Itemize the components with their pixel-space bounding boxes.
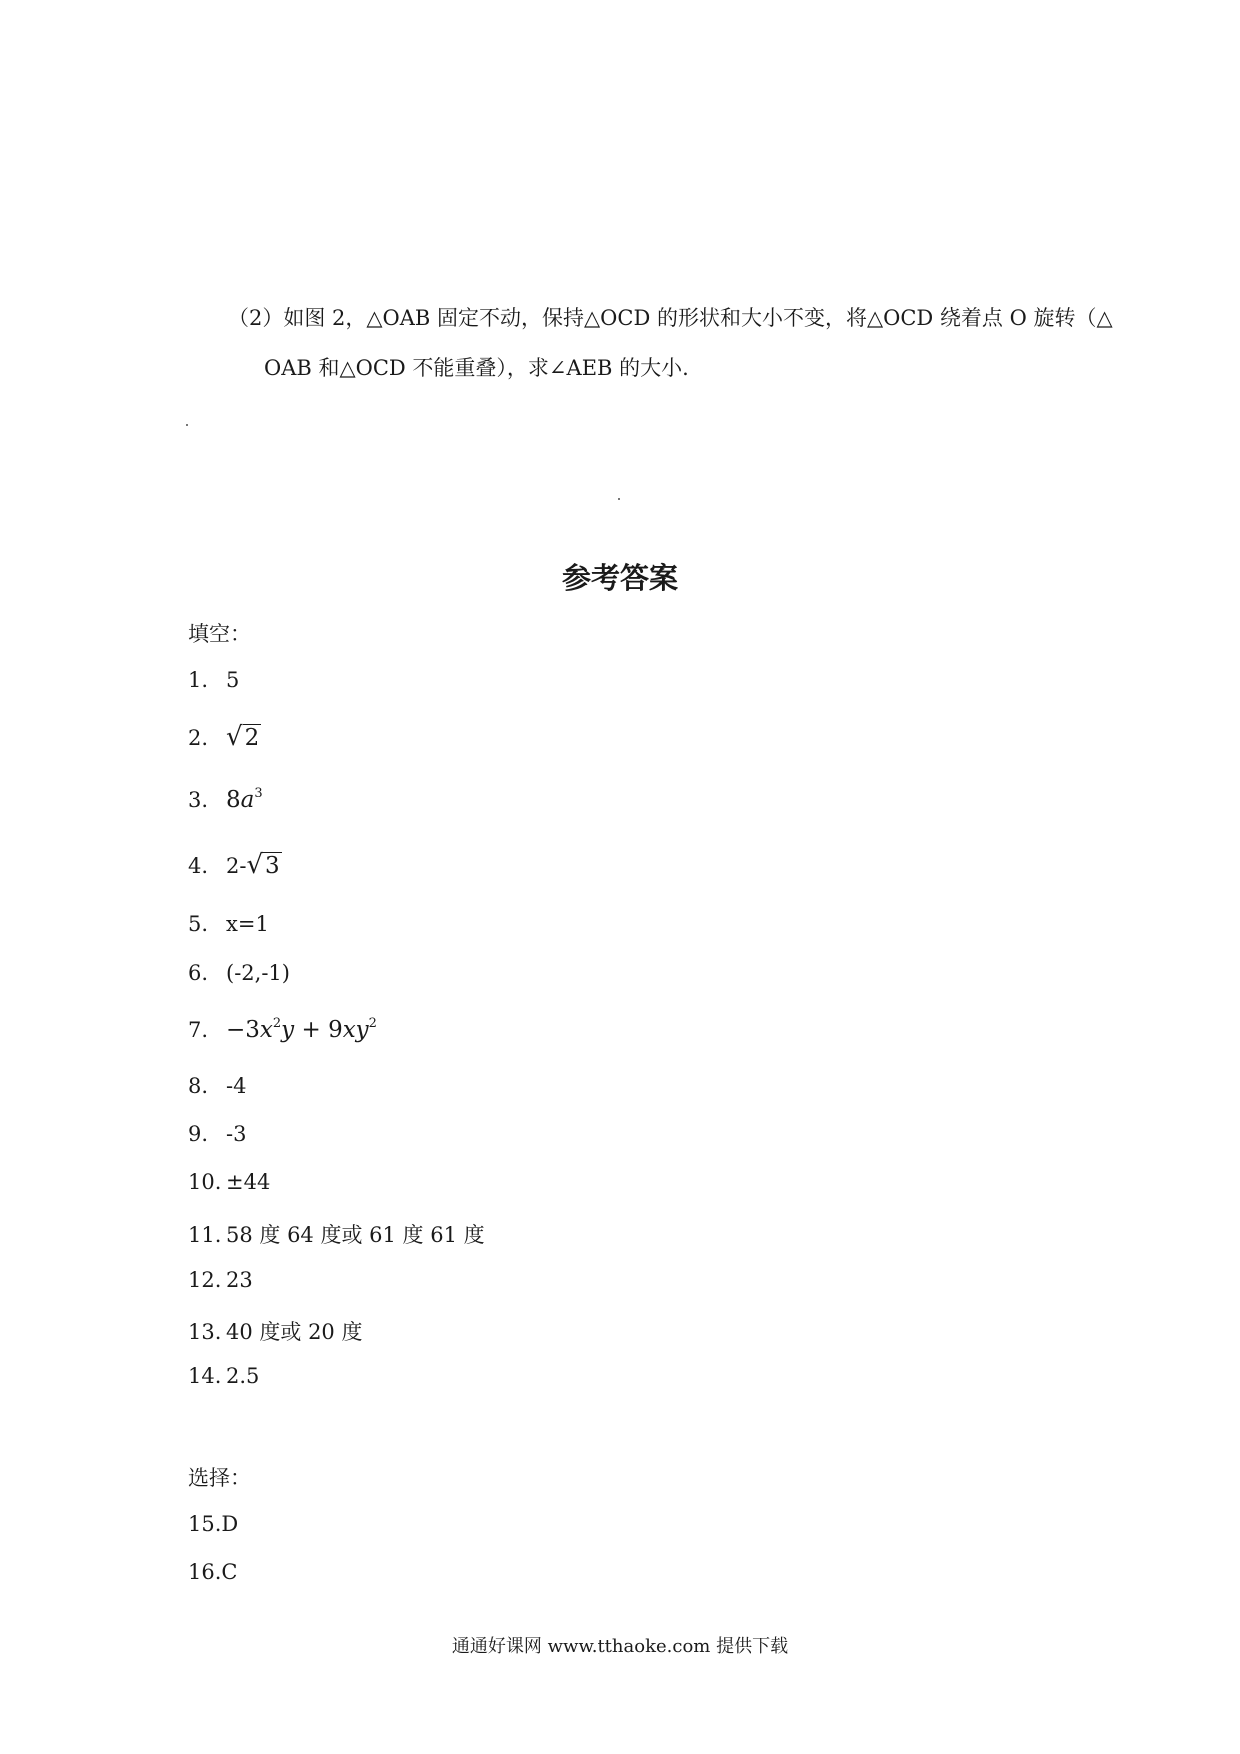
variable: a: [240, 787, 255, 813]
answer-item: [188, 961, 290, 985]
answer-text: 5: [226, 668, 240, 692]
problem-line-2: OAB 和△OCD 不能重叠），求∠AEB 的大小.: [264, 356, 689, 380]
answer-number: 12.: [188, 1268, 222, 1292]
exponent: 2: [272, 1016, 282, 1031]
answer-item: [188, 1170, 270, 1194]
fill-in-section-heading: 填空：: [188, 622, 251, 646]
answer-item: [188, 722, 261, 752]
sqrt-expression: [226, 722, 261, 752]
page-footer: 通通好课网 www.tthaoke.com 提供下载: [451, 1636, 789, 1657]
answer-item: [188, 1364, 259, 1388]
radical-sign: √: [226, 722, 243, 752]
answer-item: [188, 1316, 362, 1346]
answer-item: [188, 1512, 238, 1536]
scan-speck: [186, 424, 188, 426]
radicand: 3: [265, 853, 280, 879]
answer-item: [188, 786, 263, 813]
answer-number: 2.: [188, 726, 209, 750]
answer-item: [188, 1560, 237, 1584]
answer-item: [188, 1074, 246, 1098]
answer-item: [188, 668, 239, 692]
answer-text: 40 度或 20 度: [226, 1320, 363, 1344]
answer-number: 15.: [188, 1512, 222, 1536]
answer-item: [188, 850, 282, 880]
answer-number: 5.: [188, 912, 209, 936]
term: + 9: [294, 1017, 343, 1043]
answer-number: 7.: [188, 1018, 209, 1042]
answer-number: 1.: [188, 668, 209, 692]
exponent: 3: [254, 786, 263, 801]
answer-number: 9.: [188, 1122, 209, 1146]
answer-number: 16.: [188, 1560, 222, 1584]
answer-number: 4.: [188, 854, 209, 878]
variable: x: [259, 1017, 273, 1043]
answer-item: [188, 1219, 485, 1249]
answer-item: [188, 1016, 377, 1043]
answer-item: [188, 1268, 253, 1292]
term: −3: [226, 1017, 260, 1043]
answer-text: D: [221, 1512, 239, 1536]
answer-item: [188, 912, 269, 936]
answer-text: (-2,-1): [226, 961, 290, 985]
answer-text: 23: [226, 1268, 253, 1292]
exponent: 2: [368, 1016, 377, 1031]
scan-speck: [618, 498, 620, 500]
answer-number: 11.: [188, 1223, 222, 1247]
answer-number: 3.: [188, 788, 209, 812]
page-title: 参考答案: [561, 561, 678, 595]
radicand: 2: [244, 725, 260, 751]
answer-number: 13.: [188, 1320, 222, 1344]
answer-item: [188, 1122, 246, 1146]
math-expression: [226, 1017, 377, 1043]
variable: xy: [342, 1017, 369, 1043]
answer-text: -4: [226, 1074, 247, 1098]
answer-number: 8.: [188, 1074, 209, 1098]
choice-section-heading: 选择：: [188, 1466, 251, 1490]
answer-text: ±44: [226, 1170, 271, 1194]
answer-number: 10.: [188, 1170, 222, 1194]
answer-prefix: 2-: [226, 854, 247, 878]
sqrt-expression: [246, 850, 281, 880]
answer-text: 2.5: [226, 1364, 260, 1388]
problem-line-1: （2）如图 2，△OAB 固定不动，保持△OCD 的形状和大小不变，将△OCD 绕着点 O 旋转（△: [228, 306, 1113, 330]
answer-text: 58 度 64 度或 61 度 61 度: [226, 1223, 485, 1247]
answer-text: C: [221, 1560, 238, 1584]
answer-text: x=1: [226, 912, 269, 936]
math-expression: [226, 787, 263, 813]
coefficient: 8: [226, 787, 241, 813]
answer-number: 6.: [188, 961, 209, 985]
answer-number: 14.: [188, 1364, 222, 1388]
answer-text: -3: [226, 1122, 247, 1146]
variable: y: [281, 1017, 295, 1043]
radical-sign: √: [246, 850, 264, 880]
